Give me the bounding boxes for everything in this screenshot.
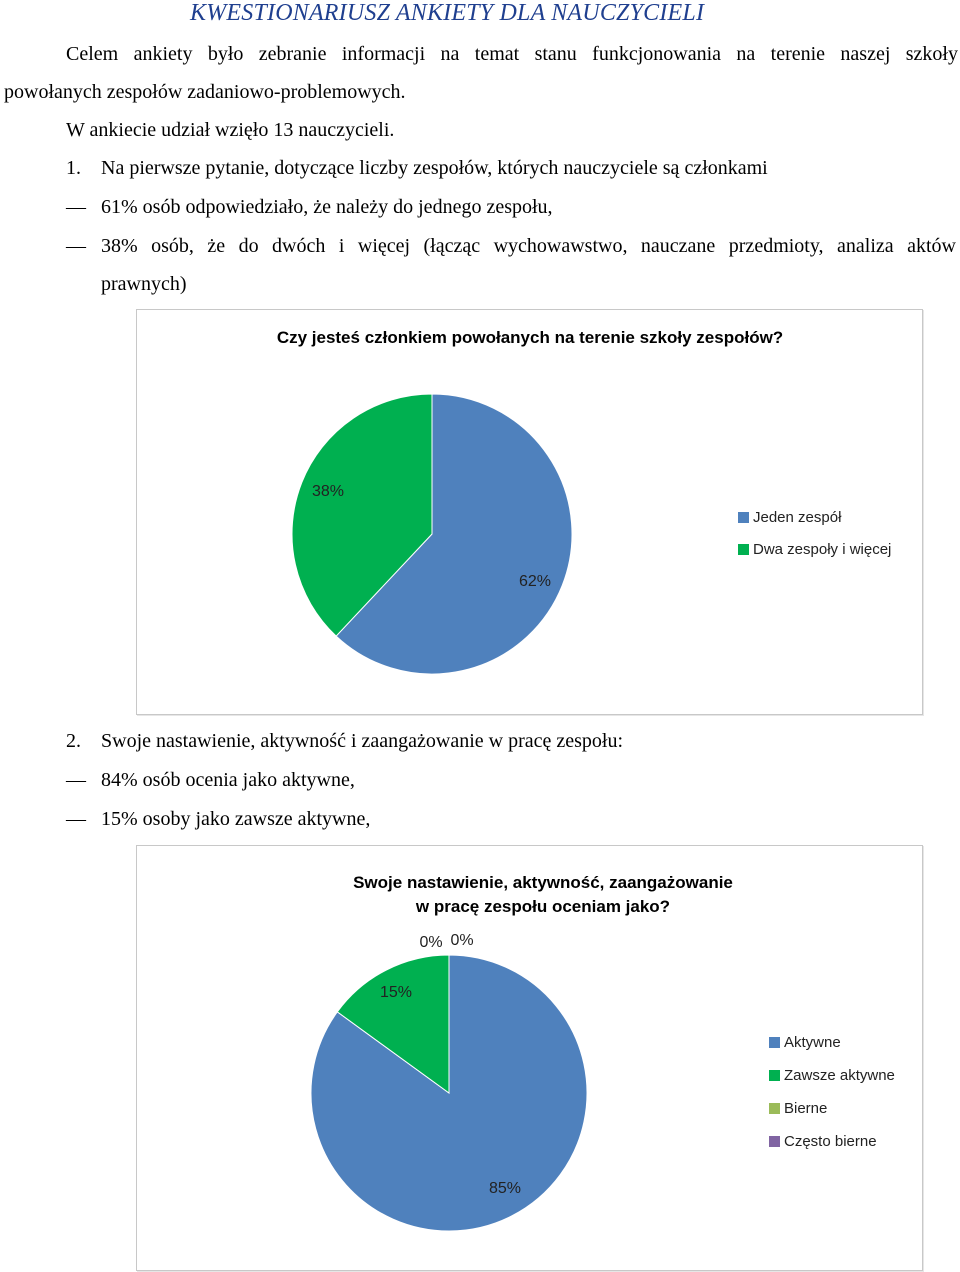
question-2-number: 2. <box>66 730 81 752</box>
chart-2-data-label: 0% <box>450 932 474 949</box>
chart-2-title: Swoje nastawienie, aktywność, zaangażowanie <box>353 873 733 892</box>
question-1-text: Na pierwsze pytanie, dotyczące liczby zespołów, których nauczyciele są członkami <box>101 157 768 179</box>
chart-2-data-label: 15% <box>379 984 413 1001</box>
question-1-answer-2-line-1: 38% osób, że do dwóch i więcej (łącząc wychowawstwo, nauczane przedmioty, analiza aktów <box>101 235 956 257</box>
question-2-answer-2: 15% osoby jako zawsze aktywne, <box>101 808 371 830</box>
chart-1-legend-swatch <box>738 544 749 555</box>
chart-1-title: Czy jesteś członkiem powołanych na terenie szkoły zespołów? <box>276 328 784 347</box>
chart-2-legend-label: Aktywne <box>784 1034 841 1051</box>
chart-2-legend-label: Bierne <box>784 1100 828 1117</box>
chart-2-title: w pracę zespołu oceniam jako? <box>415 897 671 916</box>
chart-2-svg <box>137 846 922 1270</box>
chart-1-data-label: 62% <box>518 573 552 590</box>
chart-1-svg <box>137 310 922 714</box>
question-1-number: 1. <box>66 157 81 179</box>
chart-2-data-label: 0% <box>419 934 443 951</box>
chart-1-frame <box>136 309 923 715</box>
question-2-answer-1: 84% osób ocenia jako aktywne, <box>101 769 355 791</box>
chart-1-data-label: 38% <box>311 483 345 500</box>
question-1-answer-2-line-2: prawnych) <box>101 273 187 295</box>
bullet-dash: — <box>66 235 86 257</box>
bullet-dash: — <box>66 196 86 218</box>
participants-text: W ankiecie udział wzięło 13 nauczycieli. <box>66 119 395 141</box>
question-1-answer-1: 61% osób odpowiedziało, że należy do jednego zespołu, <box>101 196 553 218</box>
bullet-dash: — <box>66 808 86 830</box>
chart-1-legend-label: Dwa zespoły i więcej <box>753 541 892 558</box>
chart-1-legend-label: Jeden zespół <box>753 509 842 526</box>
chart-2-legend-label: Zawsze aktywne <box>784 1067 895 1084</box>
chart-2-legend-label: Często bierne <box>784 1133 877 1150</box>
chart-2-legend-swatch <box>769 1136 780 1147</box>
question-2-text: Swoje nastawienie, aktywność i zaangażowanie w pracę zespołu: <box>101 730 624 752</box>
chart-1-legend-swatch <box>738 512 749 523</box>
chart-2-data-label: 85% <box>488 1180 522 1197</box>
intro-line-2: powołanych zespołów zadaniowo-problemowych. <box>4 81 406 103</box>
bullet-dash: — <box>66 769 86 791</box>
chart-2-legend-swatch <box>769 1103 780 1114</box>
intro-line-1: Celem ankiety było zebranie informacji na temat stanu funkcjonowania na terenie naszej szkoły <box>66 43 958 65</box>
document-title: KWESTIONARIUSZ ANKIETY DLA NAUCZYCIELI <box>190 0 705 26</box>
chart-2-legend-swatch <box>769 1037 780 1048</box>
chart-2-legend-swatch <box>769 1070 780 1081</box>
chart-2-frame <box>136 845 923 1271</box>
